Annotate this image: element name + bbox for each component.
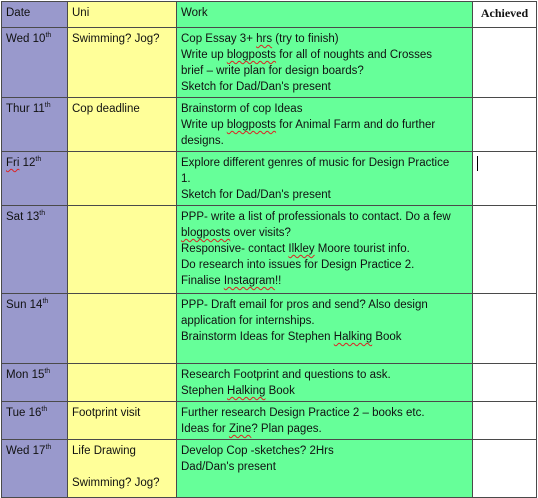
uni-line: Footprint visit bbox=[72, 407, 141, 419]
table-row bbox=[2, 206, 537, 294]
achieved-cell[interactable] bbox=[473, 440, 537, 498]
achieved-cell[interactable] bbox=[473, 152, 537, 206]
day-label: Thur 11 bbox=[6, 103, 45, 115]
work-cell[interactable] bbox=[177, 440, 473, 498]
uni-line bbox=[72, 459, 172, 475]
work-line: PPP- write a list of professionals to contact. Do a few bbox=[181, 211, 451, 223]
day-cell[interactable] bbox=[2, 206, 68, 294]
day-suffix: th bbox=[45, 444, 52, 452]
header-achieved: Achieved bbox=[473, 2, 537, 28]
achieved-cell[interactable] bbox=[473, 28, 537, 98]
day-label: Tue 16 bbox=[6, 407, 42, 419]
day-cell[interactable] bbox=[2, 28, 68, 98]
table-row bbox=[2, 98, 537, 152]
header-date: Date bbox=[2, 2, 68, 28]
work-cell[interactable] bbox=[177, 206, 473, 294]
day-label: Fri 12 bbox=[6, 157, 36, 169]
work-line: Brainstorm Ideas for Stephen Halking Book bbox=[181, 331, 402, 343]
work-cell[interactable] bbox=[177, 98, 473, 152]
uni-cell[interactable] bbox=[68, 28, 177, 98]
work-line: Write up blogposts for all of noughts and Crosses bbox=[181, 49, 433, 61]
work-cell[interactable] bbox=[177, 152, 473, 206]
uni-cell[interactable] bbox=[68, 98, 177, 152]
work-line: PPP- Draft email for pros and send? Also design bbox=[181, 299, 428, 311]
work-line: 1. bbox=[181, 173, 191, 185]
table-row bbox=[2, 402, 537, 440]
uni-cell[interactable] bbox=[68, 294, 177, 364]
work-line: designs. bbox=[181, 135, 224, 147]
day-label: Wed 10 bbox=[6, 33, 46, 45]
work-cell[interactable] bbox=[177, 294, 473, 364]
table-row bbox=[2, 294, 537, 364]
day-cell[interactable] bbox=[2, 294, 68, 364]
work-line: Develop Cop -sketches? 2Hrs bbox=[181, 445, 334, 457]
achieved-cell[interactable] bbox=[473, 364, 537, 402]
day-cell[interactable] bbox=[2, 98, 68, 152]
text-cursor bbox=[477, 156, 478, 171]
uni-line: Swimming? Jog? bbox=[72, 477, 160, 489]
work-line: Research Footprint and questions to ask. bbox=[181, 369, 391, 381]
day-suffix: th bbox=[35, 156, 42, 164]
day-cell[interactable] bbox=[2, 440, 68, 498]
uni-cell[interactable] bbox=[68, 440, 177, 498]
uni-line: Cop deadline bbox=[72, 103, 140, 115]
work-line: Ideas for Zine? Plan pages. bbox=[181, 423, 322, 435]
day-suffix: th bbox=[39, 210, 46, 218]
day-suffix: th bbox=[44, 102, 51, 110]
header-uni: Uni bbox=[68, 2, 177, 28]
work-cell[interactable] bbox=[177, 28, 473, 98]
work-line: brief – write plan for design boards? bbox=[181, 65, 364, 77]
day-cell[interactable] bbox=[2, 364, 68, 402]
work-line: Further research Design Practice 2 – books etc. bbox=[181, 407, 425, 419]
work-line: Write up blogposts for Animal Farm and do further bbox=[181, 119, 436, 131]
work-line: Brainstorm of cop Ideas bbox=[181, 103, 303, 115]
day-label: Sun 14 bbox=[6, 299, 43, 311]
day-suffix: th bbox=[45, 32, 52, 40]
work-line: blogposts over visits? bbox=[181, 227, 291, 239]
work-line: Cop Essay 3+ hrs (try to finish) bbox=[181, 33, 339, 45]
day-label: Wed 17 bbox=[6, 445, 46, 457]
work-cell[interactable] bbox=[177, 364, 473, 402]
work-line: Sketch for Dad/Dan's present bbox=[181, 81, 331, 93]
header-row bbox=[2, 2, 537, 28]
table-row bbox=[2, 364, 537, 402]
planner-table bbox=[1, 1, 537, 498]
achieved-cell[interactable] bbox=[473, 98, 537, 152]
work-cell[interactable] bbox=[177, 402, 473, 440]
day-cell[interactable] bbox=[2, 402, 68, 440]
uni-cell[interactable] bbox=[68, 206, 177, 294]
work-line: Sketch for Dad/Dan's present bbox=[181, 189, 331, 201]
work-line: Responsive- contact Ilkley Moore tourist info. bbox=[181, 243, 410, 255]
uni-cell[interactable] bbox=[68, 152, 177, 206]
uni-line: Swimming? Jog? bbox=[72, 33, 160, 45]
uni-cell[interactable] bbox=[68, 364, 177, 402]
work-line: Finalise Instagram!! bbox=[181, 275, 282, 287]
day-suffix: th bbox=[41, 406, 48, 414]
work-line: Stephen Halking Book bbox=[181, 385, 295, 397]
achieved-cell[interactable] bbox=[473, 294, 537, 364]
day-label: Mon 15 bbox=[6, 369, 45, 381]
work-line: Dad/Dan's present bbox=[181, 461, 276, 473]
achieved-cell[interactable] bbox=[473, 402, 537, 440]
day-label: Sat 13 bbox=[6, 211, 40, 223]
achieved-cell[interactable] bbox=[473, 206, 537, 294]
work-line: Explore different genres of music for Design Practice bbox=[181, 157, 450, 169]
uni-cell[interactable] bbox=[68, 402, 177, 440]
day-suffix: th bbox=[42, 298, 49, 306]
header-work: Work bbox=[177, 2, 473, 28]
uni-line: Life Drawing bbox=[72, 445, 136, 457]
day-cell[interactable] bbox=[2, 152, 68, 206]
table-row bbox=[2, 152, 537, 206]
table-row bbox=[2, 440, 537, 498]
day-suffix: th bbox=[44, 368, 51, 376]
work-line: application for internships. bbox=[181, 315, 315, 327]
table-row bbox=[2, 28, 537, 98]
work-line: Do research into issues for Design Practice 2. bbox=[181, 259, 415, 271]
